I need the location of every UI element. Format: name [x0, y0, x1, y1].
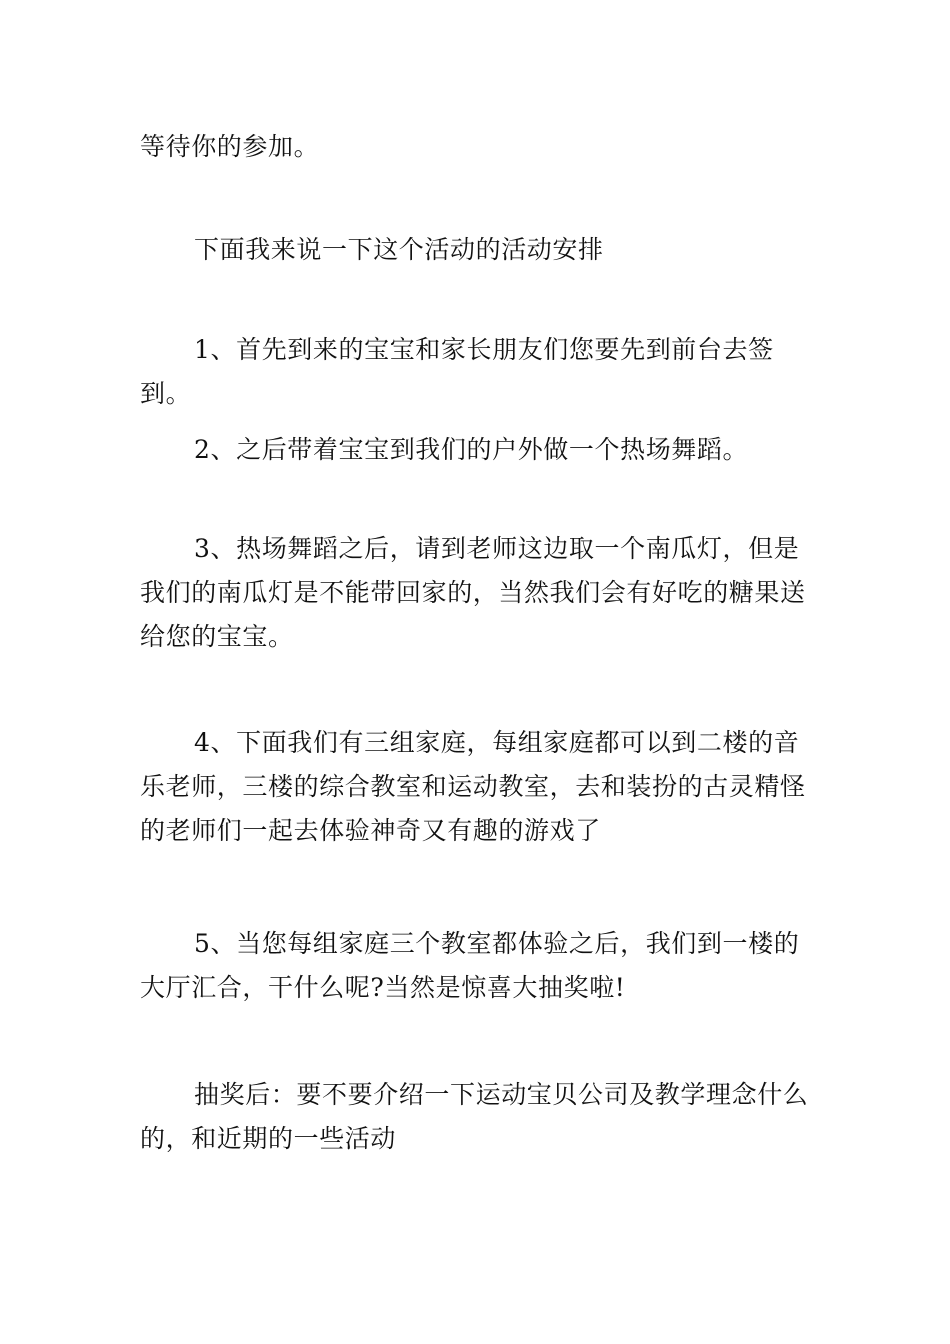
- paragraph-step-4: 4、下面我们有三组家庭，每组家庭都可以到二楼的音乐老师，三楼的综合教室和运动教室，去和装扮的古灵精怪的老师们一起去体验神奇又有趣的游戏了: [140, 728, 806, 845]
- paragraph-step-5: 5、当您每组家庭三个教室都体验之后，我们到一楼的大厅汇合，干什么呢?当然是惊喜大抽奖啦!: [140, 929, 800, 1002]
- paragraph-step-2: 2、之后带着宝宝到我们的户外做一个热场舞蹈。: [194, 435, 749, 464]
- paragraph-step-3: 3、热场舞蹈之后，请到老师这边取一个南瓜灯，但是我们的南瓜灯是不能带回家的，当然我们会有好吃的糖果送给您的宝宝。: [140, 534, 806, 651]
- paragraph-closing-line: 等待你的参加。: [140, 132, 320, 161]
- paragraph-schedule-intro: 下面我来说一下这个活动的活动安排: [194, 235, 604, 264]
- paragraph-after-lottery: 抽奖后：要不要介绍一下运动宝贝公司及教学理念什么的，和近期的一些活动: [140, 1080, 809, 1153]
- paragraph-step-1: 1、首先到来的宝宝和家长朋友们您要先到前台去签到。: [140, 335, 774, 408]
